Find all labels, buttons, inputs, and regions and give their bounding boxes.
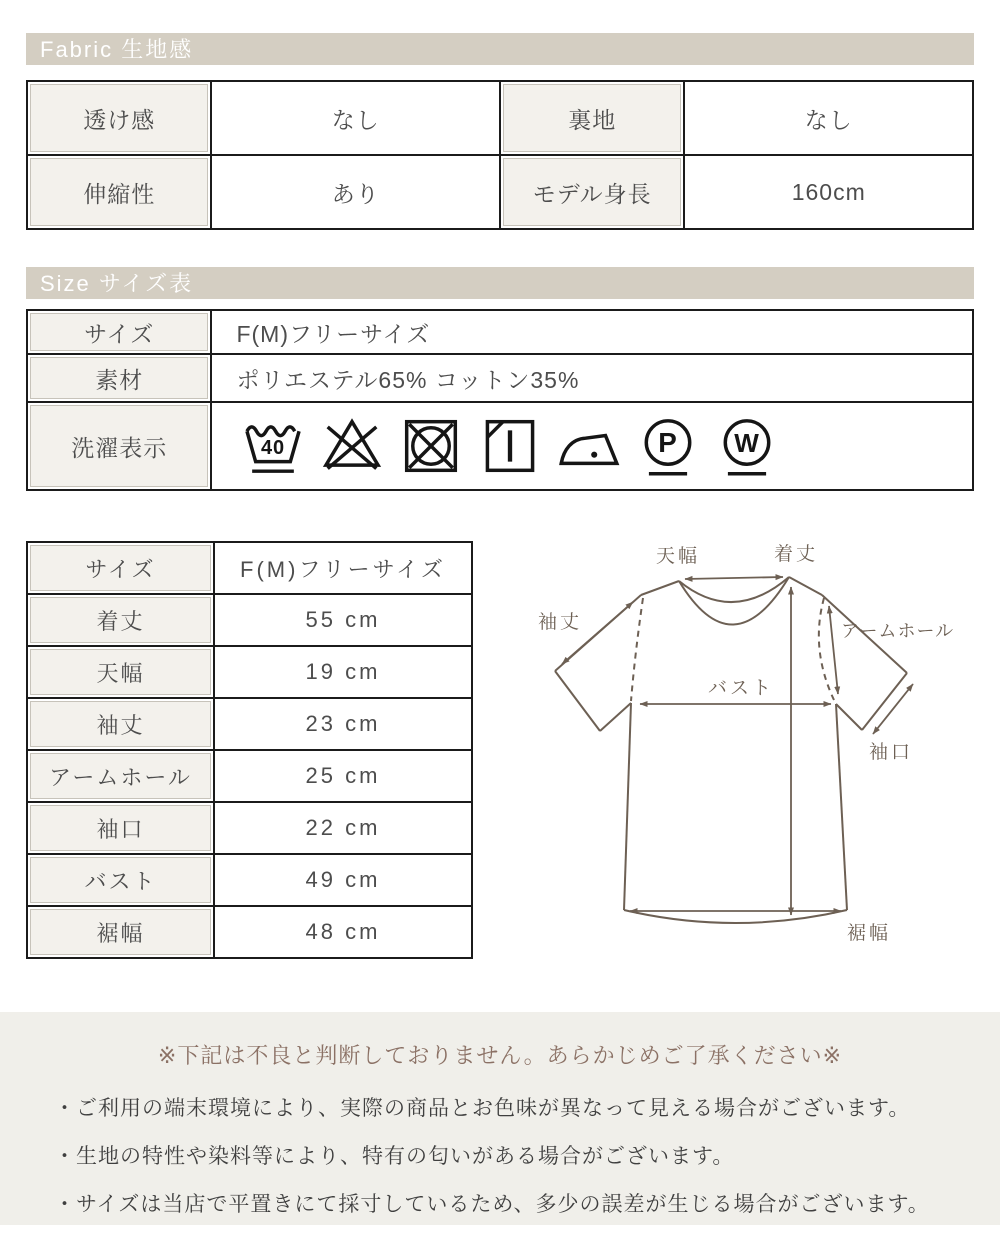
measure-header-value: F(M)フリーサイズ — [214, 542, 472, 594]
fabric-value-stretch: あり — [211, 155, 500, 229]
care-icons — [236, 412, 971, 480]
svg-text:W: W — [734, 428, 761, 459]
do-not-tumble-dry-icon — [398, 412, 464, 480]
hem-width-label: 裾幅 — [847, 923, 892, 944]
disclaimer-item: ・サイズは当店で平置きにて採寸しているため、多少の誤差が生じる場合がございます。 — [54, 1193, 930, 1216]
fabric-row — [27, 81, 973, 155]
cuff-label: 袖口 — [869, 742, 914, 763]
measure-header-row — [27, 542, 472, 594]
measure-row-sleeve-length: 袖丈 23 cm — [27, 698, 472, 750]
fabric-table — [26, 80, 974, 230]
disclaimer-item: ・ご利用の端末環境により、実際の商品とお色味が異なって見える場合がございます。 — [54, 1097, 911, 1120]
disclaimer-notes — [0, 1012, 1000, 1225]
fabric-label-lining: 裏地 — [500, 81, 684, 155]
fabric-label-model-height: モデル身長 — [500, 155, 684, 229]
disclaimer-item: ・生地の特性や染料等により、特有の匂いがある場合がございます。 — [54, 1145, 735, 1168]
fabric-row — [27, 155, 973, 229]
size-row — [27, 310, 973, 354]
care-label: 洗濯表示 — [27, 402, 211, 490]
measure-row-length: 着丈 55 cm — [27, 594, 472, 646]
material-row — [27, 354, 973, 402]
sleeve-length-label: 袖丈 — [538, 612, 583, 633]
disclaimer-title: ※下記は不良と判断しておりません。あらかじめご了承ください※ — [157, 1043, 843, 1068]
care-row — [27, 402, 973, 490]
material-value: ポリエステル65% コットン35% — [211, 354, 973, 402]
armhole-arrow — [829, 606, 838, 694]
svg-text:40: 40 — [261, 436, 286, 459]
fabric-value-model-height: 160cm — [684, 155, 973, 229]
wet-clean-w-icon — [714, 412, 780, 480]
measure-row-bust: バスト 49 cm — [27, 854, 472, 906]
measure-row-armhole: アームホール 25 cm — [27, 750, 472, 802]
length-label: 着丈 — [774, 544, 819, 565]
product-spec-content — [26, 33, 974, 959]
dry-clean-p-icon — [635, 412, 701, 480]
size-value: F(M)フリーサイズ — [211, 310, 973, 354]
top-width-label: 天幅 — [656, 546, 701, 567]
tshirt-measurement-diagram — [504, 535, 974, 950]
measure-header-label: サイズ — [27, 542, 214, 594]
fabric-label-stretch: 伸縮性 — [27, 155, 211, 229]
wash-40-icon — [240, 412, 306, 480]
armhole-label: アームホール — [841, 621, 955, 641]
measurements-table — [26, 541, 473, 959]
measurements-section — [26, 541, 974, 959]
fabric-value-sheerness: なし — [211, 81, 500, 155]
size-section-header: Size サイズ表 — [26, 267, 974, 299]
fabric-section-header: Fabric 生地感 — [26, 33, 974, 65]
do-not-bleach-icon — [319, 412, 385, 480]
measure-row-cuff: 袖口 22 cm — [27, 802, 472, 854]
fabric-value-lining: なし — [684, 81, 973, 155]
top-width-arrow — [685, 577, 783, 579]
iron-low-icon — [556, 412, 622, 480]
measure-row-top-width: 天幅 19 cm — [27, 646, 472, 698]
size-info-table — [26, 309, 974, 491]
bust-label: バスト — [708, 678, 775, 699]
measure-row-hem-width: 裾幅 48 cm — [27, 906, 472, 958]
fabric-label-sheerness: 透け感 — [27, 81, 211, 155]
size-label: サイズ — [27, 310, 211, 354]
line-dry-in-shade-icon — [477, 412, 543, 480]
material-label: 素材 — [27, 354, 211, 402]
svg-text:P: P — [658, 427, 679, 459]
